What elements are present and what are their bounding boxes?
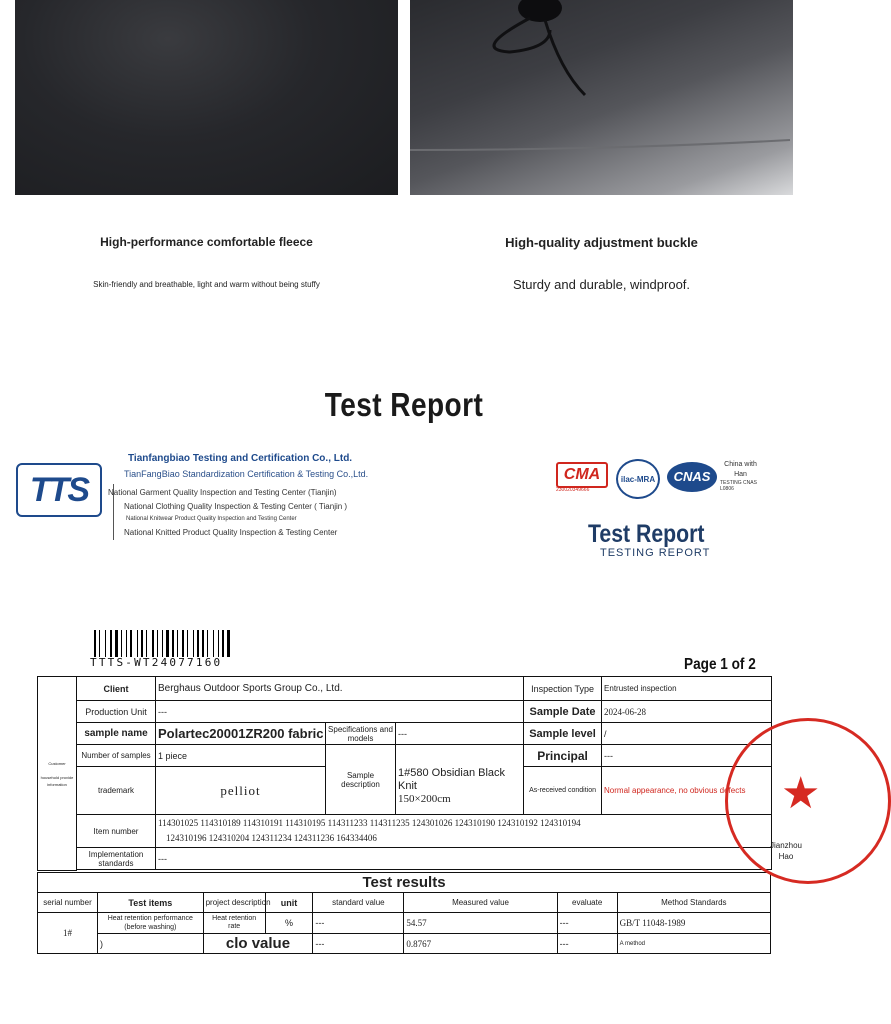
barcode-bar <box>152 630 154 657</box>
barcode-bar <box>187 630 188 657</box>
col-method: Method Standards <box>617 893 770 913</box>
item2-eval: --- <box>557 934 617 954</box>
item1-eval: --- <box>557 913 617 934</box>
spec-label: Specifications and models <box>326 723 396 745</box>
impl-label: Implementation standards <box>77 848 156 870</box>
barcode-bar <box>182 630 184 657</box>
impl-value: --- <box>156 848 772 870</box>
as-received-label: As-received condition <box>524 767 602 815</box>
barcode-bar <box>193 630 194 657</box>
principal-value: --- <box>602 745 772 767</box>
lab-center-2: National Clothing Quality Inspection & Testing Center ( Tianjin ) <box>124 502 348 511</box>
barcode-bar <box>110 630 112 657</box>
sample-desc-label: Sample description <box>326 745 396 815</box>
barcode-bar <box>126 630 127 657</box>
tts-logo: TTS <box>16 463 102 517</box>
barcode <box>94 630 268 657</box>
sample-date-value: 2024-06-28 <box>602 701 772 723</box>
page-number: Page 1 of 2 <box>684 656 756 673</box>
barcode-bar <box>146 630 147 657</box>
lab-center-1: National Garment Quality Inspection and Testing Center (Tianjin) <box>108 488 337 497</box>
cma-number: 230020349666 <box>556 487 590 493</box>
spec-value: --- <box>396 723 524 745</box>
item2-prefix: ) <box>98 934 204 954</box>
inspection-type-label: Inspection Type <box>524 677 602 701</box>
item-numbers-line2: 124310196 124310204 124311234 124311236 164334406 <box>166 833 377 843</box>
col-evaluate: evaluate <box>557 893 617 913</box>
report-logo-subtitle: TESTING REPORT <box>600 547 711 559</box>
item2-method: A method <box>617 934 770 954</box>
item-numbers <box>156 815 772 848</box>
item1-name: Heat retention performance (before washing) <box>98 913 204 934</box>
num-samples-value: 1 piece <box>156 745 326 767</box>
sample-level-label: Sample level <box>524 723 602 745</box>
report-form <box>37 676 772 871</box>
results-table <box>37 872 771 954</box>
col-unit: unit <box>265 893 313 913</box>
sample-level-value: / <box>602 723 772 745</box>
barcode-bar <box>222 630 224 657</box>
col-items: Test items <box>98 893 204 913</box>
barcode-text: TTTS-WT24077160 <box>90 656 223 669</box>
item2-std: --- <box>313 934 404 954</box>
barcode-bar <box>99 630 100 657</box>
num-samples-label: Number of samples <box>77 745 156 767</box>
trademark-value: pelliot <box>156 767 326 815</box>
section-title: Test Report <box>324 386 484 423</box>
results-title: Test results <box>38 873 771 893</box>
col-serial: serial number <box>38 893 98 913</box>
item1-std: --- <box>313 913 404 934</box>
barcode-bar <box>202 630 204 657</box>
buckle-title: High-quality adjustment buckle <box>505 235 698 250</box>
barcode-bar <box>213 630 214 657</box>
barcode-bar <box>94 630 96 657</box>
method-value: GB/T 11048-1989 <box>617 913 770 934</box>
principal-label: Principal <box>524 745 602 767</box>
sample-desc-line2: 150×200cm <box>398 793 451 805</box>
sample-name-label: sample name <box>77 723 156 745</box>
cnas-note: TESTING CNAS L0806 <box>720 480 757 492</box>
item1-desc: Heat retention rate <box>203 913 265 934</box>
barcode-bar <box>141 630 143 657</box>
as-received-value: Normal appearance, no obvious defects <box>602 767 772 815</box>
lab-center-4: National Knitted Product Quality Inspection & Testing Center <box>124 528 338 537</box>
ilac-mra-logo: ilac-MRA <box>616 459 660 499</box>
side-label-household: household provide information <box>40 774 74 787</box>
client-label: Client <box>77 677 156 701</box>
barcode-bar <box>197 630 199 657</box>
side-label-customer: Customer <box>48 760 66 766</box>
client-value: Berghaus Outdoor Sports Group Co., Ltd. <box>156 677 524 701</box>
production-unit-label: Production Unit <box>77 701 156 723</box>
lab-name-alt: TianFangBiao Standardization Certification & Testing Co.,Ltd. <box>124 469 369 479</box>
cnas-logo: CNAS <box>667 462 717 492</box>
barcode-bar <box>137 630 138 657</box>
col-project: project description <box>203 893 265 913</box>
barcode-bar <box>157 630 158 657</box>
trademark-label: trademark <box>77 767 156 815</box>
barcode-bar <box>218 630 219 657</box>
inspection-type-value: Entrusted inspection <box>602 677 772 701</box>
barcode-bar <box>177 630 178 657</box>
lab-name: Tianfangbiao Testing and Certification Co., Ltd. <box>128 453 353 464</box>
sample-name-value: Polartec20001ZR200 fabric <box>156 723 326 745</box>
barcode-bar <box>166 630 169 657</box>
barcode-bar <box>207 630 208 657</box>
fleece-subtitle: Skin-friendly and breathable, light and warm without being stuffy <box>93 280 320 289</box>
barcode-bar <box>227 630 230 657</box>
fleece-fabric-photo <box>15 0 398 195</box>
buckle-subtitle: Sturdy and durable, windproof. <box>512 277 691 292</box>
barcode-bar <box>105 630 106 657</box>
item1-value: 54.57 <box>404 913 557 934</box>
item-numbers-line1: 114301025 114310189 114310191 114310195 114311233 114311235 124301026 124310190 124310192 124310194 <box>158 818 581 828</box>
report-logo-title: Test Report <box>588 520 705 548</box>
col-measured: Measured value <box>404 893 557 913</box>
signature: Jianzhou Hao <box>769 841 803 861</box>
item1-unit: % <box>265 913 313 934</box>
sample-date-label: Sample Date <box>524 701 602 723</box>
lab-center-3: National Knitwear Product Quality Inspection and Testing Center <box>126 516 297 522</box>
adjustment-buckle-photo <box>410 0 793 195</box>
fleece-title: High-performance comfortable fleece <box>100 235 313 249</box>
col-std: standard value <box>313 893 404 913</box>
item2-desc: clo value <box>203 934 313 954</box>
sample-desc-value <box>396 745 524 815</box>
production-unit-value: --- <box>156 701 524 723</box>
sample-desc-line1: 1#580 Obsidian Black Knit <box>398 767 506 792</box>
barcode-bar <box>115 630 118 657</box>
china-with-han: China with Han <box>724 461 757 478</box>
item2-value: 0.8767 <box>404 934 557 954</box>
cma-logo: CMA <box>556 462 608 488</box>
sample-serial: 1# <box>38 913 98 954</box>
item-number-label: Item number <box>77 815 156 848</box>
side-label <box>38 677 77 871</box>
barcode-bar <box>162 630 163 657</box>
barcode-bar <box>130 630 132 657</box>
barcode-bar <box>121 630 122 657</box>
seal-star-icon: ★ <box>781 769 821 818</box>
barcode-bar <box>172 630 174 657</box>
